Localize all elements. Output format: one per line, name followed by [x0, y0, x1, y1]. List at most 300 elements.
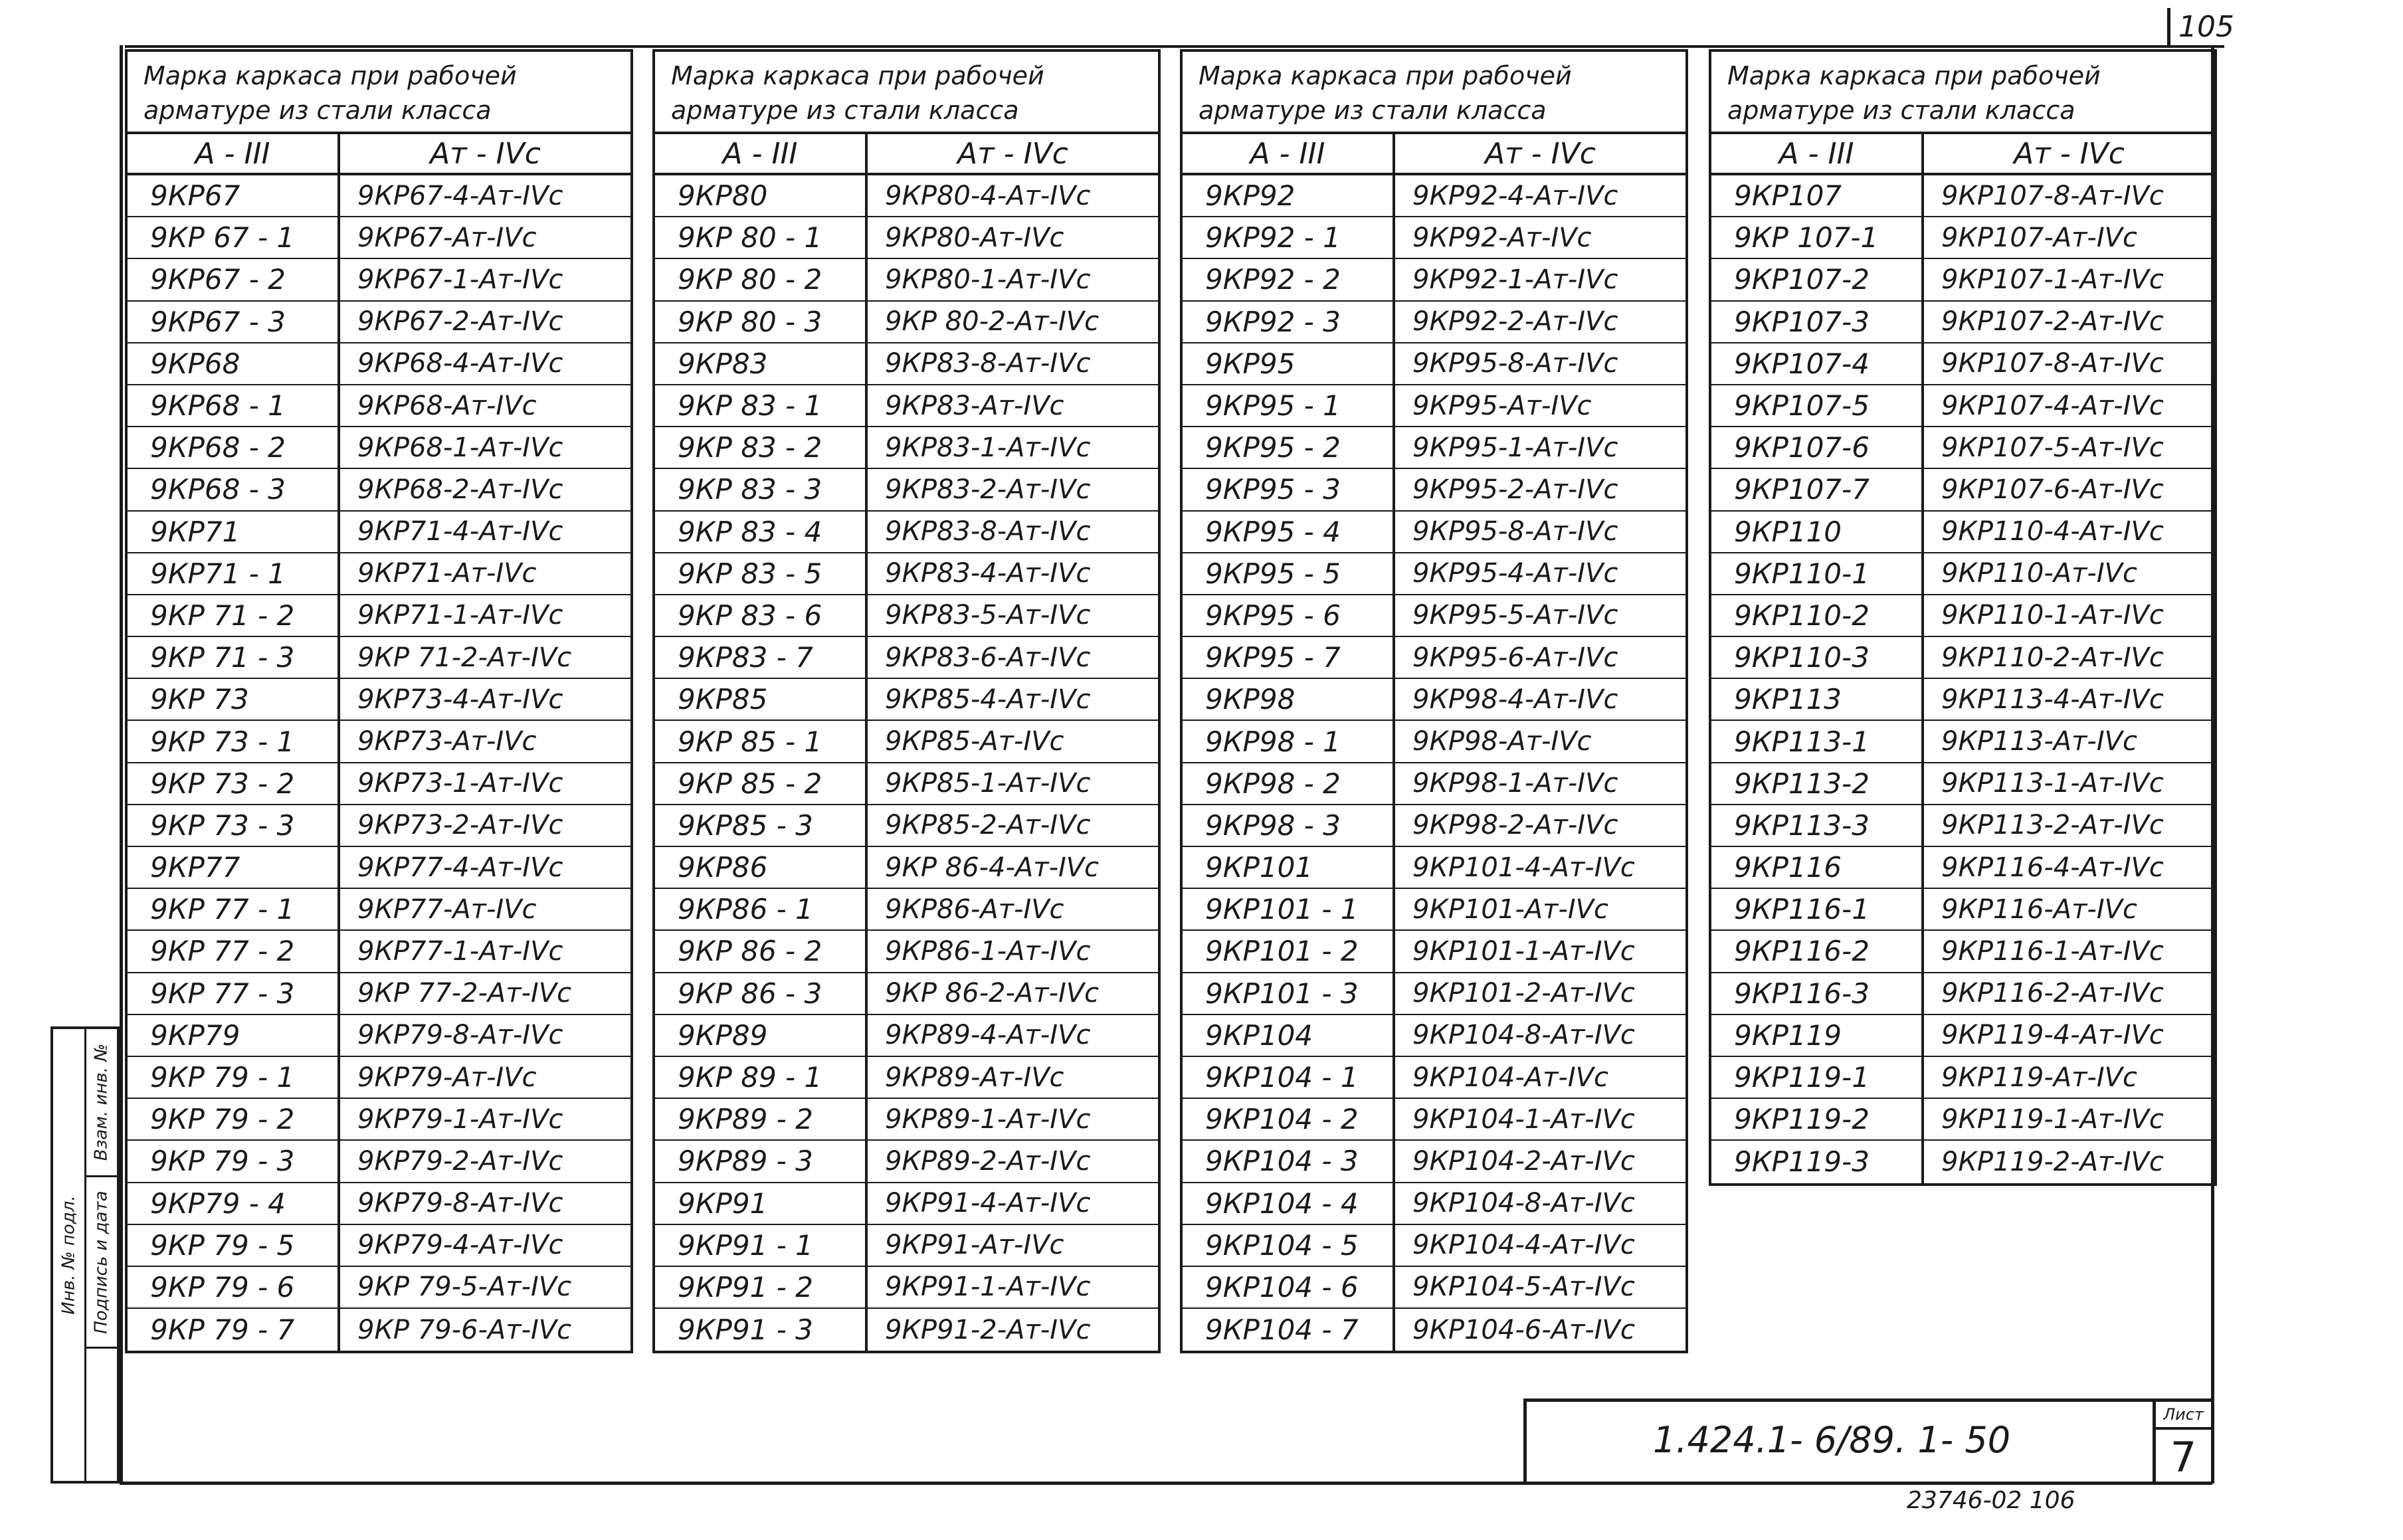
- cell-mark-at4c: 9КР80-1-Ат-IVc: [885, 264, 1091, 295]
- cell-mark-a3: 9КР98 - 1: [1183, 721, 1395, 761]
- cell-mark-a3: 9КР 83 - 6: [655, 595, 868, 636]
- cell-mark-at4c: 9КР 71-2-Ат-IVc: [357, 642, 572, 673]
- cell-mark-a3: 9КР91: [655, 1183, 868, 1224]
- cell-mark-at4c: 9КР86-1-Ат-IVc: [885, 935, 1091, 967]
- sheet-label: Лист: [2156, 1402, 2211, 1430]
- cell-mark-at4c: 9КР116-1-Ат-IVc: [1941, 935, 2164, 967]
- cell-mark-a3: 9КР86: [655, 847, 868, 888]
- cell-mark-at4c: 9КР86-Ат-IVc: [885, 894, 1064, 925]
- cell-mark-a3: 9КР92 - 2: [1183, 259, 1395, 300]
- cell-mark-at4c: 9КР104-6-Ат-IVc: [1412, 1314, 1635, 1345]
- cell-mark-a3: 9КР80: [655, 175, 868, 216]
- cell-mark-at4c: 9КР91-4-Ат-IVc: [885, 1188, 1091, 1219]
- table-row: [655, 512, 1158, 553]
- table-row: [655, 1183, 1158, 1225]
- cell-mark-at4c: 9КР91-Ат-IVc: [885, 1230, 1064, 1261]
- table-row: [1183, 259, 1685, 301]
- table-row: [128, 427, 630, 469]
- cell-mark-at4c: 9КР116-4-Ат-IVc: [1941, 852, 2164, 883]
- cell-mark-a3: 9КР 83 - 1: [655, 385, 868, 426]
- cell-mark-at4c: 9КР77-1-Ат-IVc: [357, 935, 563, 967]
- cell-mark-at4c: 9КР89-2-Ат-IVc: [885, 1145, 1091, 1177]
- cell-mark-a3: 9КР119-3: [1711, 1141, 1924, 1183]
- table-row: [1711, 175, 2214, 217]
- table-row: [1183, 385, 1685, 427]
- cell-mark-at4c: 9КР73-4-Ат-IVc: [357, 684, 563, 715]
- table-row: [128, 1267, 630, 1309]
- table-row: [1711, 637, 2214, 679]
- cell-mark-at4c: 9КР89-Ат-IVc: [885, 1062, 1064, 1093]
- column-header-at4c: Ат - IVc: [957, 136, 1068, 171]
- sidebar-cell-replace: [86, 1029, 118, 1175]
- table-row: [655, 469, 1158, 511]
- cell-mark-at4c: 9КР110-Ат-IVc: [1941, 558, 2137, 589]
- cell-mark-at4c: 9КР85-2-Ат-IVc: [885, 810, 1091, 841]
- table-row: [128, 302, 630, 343]
- cell-mark-a3: 9КР107-2: [1711, 259, 1924, 300]
- cell-mark-a3: 9КР 79 - 3: [128, 1141, 340, 1181]
- cell-mark-at4c: 9КР104-1-Ат-IVc: [1412, 1104, 1635, 1135]
- table-header: Марка каркаса при рабочей арматуре из стали класса: [1183, 52, 1685, 134]
- cell-mark-at4c: 9КР116-Ат-IVc: [1941, 894, 2137, 925]
- cell-mark-a3: 9КР67: [128, 175, 340, 216]
- table-row: [655, 427, 1158, 469]
- cell-mark-at4c: 9КР92-2-Ат-IVc: [1412, 306, 1618, 337]
- table-row: [1183, 512, 1685, 553]
- table-row: [128, 469, 630, 511]
- table-row: [655, 721, 1158, 763]
- table-block: [1180, 49, 1688, 1353]
- table-row: [1183, 889, 1685, 931]
- cell-mark-a3: 9КР98 - 2: [1183, 763, 1395, 804]
- cell-mark-at4c: 9КР80-4-Ат-IVc: [885, 180, 1091, 211]
- sidebar-column: [86, 1029, 118, 1481]
- table-row: [655, 553, 1158, 595]
- cell-mark-a3: 9КР91 - 3: [655, 1309, 868, 1351]
- cell-mark-a3: 9КР86 - 1: [655, 889, 868, 929]
- sidebar-cell-blank: [86, 1347, 118, 1486]
- cell-mark-at4c: 9КР95-5-Ат-IVc: [1412, 600, 1618, 631]
- column-headers: [1183, 134, 1685, 175]
- cell-mark-a3: 9КР95 - 1: [1183, 385, 1395, 426]
- table-row: [1711, 847, 2214, 889]
- cell-mark-a3: 9КР83: [655, 343, 868, 384]
- table-row: [128, 679, 630, 721]
- cell-mark-at4c: 9КР83-5-Ат-IVc: [885, 600, 1091, 631]
- cell-mark-at4c: 9КР95-2-Ат-IVc: [1412, 474, 1618, 505]
- table-row: [1183, 1267, 1685, 1309]
- cell-mark-a3: 9КР 83 - 3: [655, 469, 868, 510]
- cell-mark-at4c: 9КР71-Ат-IVc: [357, 558, 537, 589]
- table-row: [128, 763, 630, 805]
- cell-mark-at4c: 9КР92-Ат-IVc: [1412, 222, 1592, 253]
- cell-mark-at4c: 9КР104-8-Ат-IVc: [1412, 1188, 1635, 1219]
- cell-mark-at4c: 9КР107-8-Ат-IVc: [1941, 348, 2164, 379]
- cell-mark-at4c: 9КР104-Ат-IVc: [1412, 1062, 1608, 1093]
- table-row: [1711, 931, 2214, 973]
- cell-mark-a3: 9КР95 - 6: [1183, 595, 1395, 636]
- table-row: [1711, 805, 2214, 847]
- cell-mark-a3: 9КР113-1: [1711, 721, 1924, 761]
- cell-mark-a3: 9КР116-1: [1711, 889, 1924, 929]
- table-row: [1711, 763, 2214, 805]
- table-row: [655, 637, 1158, 679]
- cell-mark-a3: 9КР91 - 1: [655, 1225, 868, 1266]
- table-row: [1711, 427, 2214, 469]
- cell-mark-at4c: 9КР85-4-Ат-IVc: [885, 684, 1091, 715]
- cell-mark-a3: 9КР68 - 2: [128, 427, 340, 468]
- cell-mark-at4c: 9КР113-4-Ат-IVc: [1941, 684, 2164, 715]
- cell-mark-a3: 9КР104 - 1: [1183, 1057, 1395, 1098]
- cell-mark-a3: 9КР 77 - 1: [128, 889, 340, 929]
- cell-mark-at4c: 9КР71-1-Ат-IVc: [357, 600, 563, 631]
- table-row: [1183, 343, 1685, 385]
- cell-mark-a3: 9КР95: [1183, 343, 1395, 384]
- sidebar-label: Взам. инв. №: [91, 1043, 112, 1161]
- cell-mark-a3: 9КР79 - 4: [128, 1183, 340, 1224]
- cell-mark-a3: 9КР104: [1183, 1015, 1395, 1056]
- table-row: [1183, 805, 1685, 847]
- cell-mark-a3: 9КР 79 - 1: [128, 1057, 340, 1098]
- cell-mark-at4c: 9КР98-Ат-IVc: [1412, 726, 1592, 757]
- cell-mark-a3: 9КР 86 - 3: [655, 973, 868, 1014]
- table-row: [128, 889, 630, 931]
- cell-mark-at4c: 9КР98-4-Ат-IVc: [1412, 684, 1618, 715]
- table-row: [128, 259, 630, 301]
- table-row: [1183, 427, 1685, 469]
- cell-mark-at4c: 9КР98-2-Ат-IVc: [1412, 810, 1618, 841]
- cell-mark-a3: 9КР68: [128, 343, 340, 384]
- table-row: [1183, 847, 1685, 889]
- cell-mark-a3: 9КР89: [655, 1015, 868, 1056]
- cell-mark-at4c: 9КР110-1-Ат-IVc: [1941, 600, 2164, 631]
- cell-mark-a3: 9КР119: [1711, 1015, 1924, 1056]
- table-row: [655, 595, 1158, 637]
- table-row: [1183, 595, 1685, 637]
- table-row: [1711, 1057, 2214, 1099]
- table-row: [655, 763, 1158, 805]
- cell-mark-at4c: 9КР79-4-Ат-IVc: [357, 1230, 563, 1261]
- cell-mark-at4c: 9КР83-8-Ат-IVc: [885, 516, 1091, 547]
- cell-mark-a3: 9КР 89 - 1: [655, 1057, 868, 1098]
- table-row: [1183, 973, 1685, 1015]
- cell-mark-a3: 9КР 73 - 3: [128, 805, 340, 846]
- table-row: [655, 1015, 1158, 1057]
- table-row: [655, 259, 1158, 301]
- frame-top-line: [125, 45, 2224, 48]
- cell-mark-a3: 9КР107-4: [1711, 343, 1924, 384]
- cell-mark-at4c: 9КР101-1-Ат-IVc: [1412, 935, 1635, 967]
- title-stamp: [1523, 1398, 2211, 1482]
- cell-mark-a3: 9КР104 - 3: [1183, 1141, 1395, 1181]
- cell-mark-a3: 9КР110: [1711, 512, 1924, 552]
- cell-mark-at4c: 9КР79-8-Ат-IVc: [357, 1020, 563, 1051]
- document-code: 1.424.1- 6/89. 1- 50: [1653, 1419, 2011, 1461]
- cell-mark-at4c: 9КР85-1-Ат-IVc: [885, 768, 1091, 799]
- table-row: [655, 343, 1158, 385]
- table-row: [1183, 1309, 1685, 1351]
- cell-mark-a3: 9КР 80 - 2: [655, 259, 868, 300]
- cell-mark-a3: 9КР67 - 3: [128, 302, 340, 342]
- table-row: [655, 217, 1158, 259]
- cell-mark-a3: 9КР 83 - 5: [655, 553, 868, 594]
- table-row: [128, 385, 630, 427]
- table-row: [1711, 385, 2214, 427]
- cell-mark-at4c: 9КР95-4-Ат-IVc: [1412, 558, 1618, 589]
- cell-mark-at4c: 9КР83-Ат-IVc: [885, 390, 1064, 421]
- cell-mark-at4c: 9КР85-Ат-IVc: [885, 726, 1064, 757]
- table-row: [1183, 931, 1685, 973]
- cell-mark-a3: 9КР104 - 6: [1183, 1267, 1395, 1307]
- table-row: [128, 721, 630, 763]
- table-row: [1183, 1141, 1685, 1183]
- cell-mark-a3: 9КР116-2: [1711, 931, 1924, 971]
- table-row: [128, 1141, 630, 1183]
- cell-mark-at4c: 9КР73-2-Ат-IVc: [357, 810, 563, 841]
- cell-mark-a3: 9КР 80 - 1: [655, 217, 868, 258]
- sheet-number: 105: [2167, 8, 2234, 47]
- cell-mark-at4c: 9КР73-1-Ат-IVc: [357, 768, 563, 799]
- cell-mark-a3: 9КР101: [1183, 847, 1395, 888]
- sidebar-column: [53, 1029, 86, 1481]
- cell-mark-at4c: 9КР 79-6-Ат-IVc: [357, 1314, 572, 1345]
- cell-mark-at4c: 9КР67-Ат-IVc: [357, 222, 537, 253]
- cell-mark-a3: 9КР95 - 2: [1183, 427, 1395, 468]
- cell-mark-a3: 9КР95 - 4: [1183, 512, 1395, 552]
- cell-mark-at4c: 9КР104-4-Ат-IVc: [1412, 1230, 1635, 1261]
- cell-mark-at4c: 9КР95-1-Ат-IVc: [1412, 432, 1618, 463]
- cell-mark-at4c: 9КР95-8-Ат-IVc: [1412, 516, 1618, 547]
- cell-mark-a3: 9КР107-3: [1711, 302, 1924, 342]
- cell-mark-a3: 9КР101 - 1: [1183, 889, 1395, 929]
- table-row: [655, 1309, 1158, 1351]
- cell-mark-at4c: 9КР107-Ат-IVc: [1941, 222, 2137, 253]
- sidebar-stamp: [50, 1026, 120, 1484]
- table-row: [655, 1267, 1158, 1309]
- table-row: [128, 217, 630, 259]
- table-row: [1711, 302, 2214, 343]
- table-row: [1711, 1141, 2214, 1183]
- column-header-a3: А - III: [655, 134, 868, 173]
- table-row: [655, 1141, 1158, 1183]
- table-row: [655, 1057, 1158, 1099]
- table-row: [1711, 889, 2214, 931]
- cell-mark-at4c: 9КР107-5-Ат-IVc: [1941, 432, 2164, 463]
- cell-mark-a3: 9КР 79 - 6: [128, 1267, 340, 1307]
- sheet-box: [2153, 1402, 2211, 1482]
- cell-mark-at4c: 9КР79-2-Ат-IVc: [357, 1145, 563, 1177]
- column-header-a3: А - III: [1711, 134, 1924, 173]
- cell-mark-at4c: 9КР110-4-Ат-IVc: [1941, 516, 2164, 547]
- table-row: [128, 973, 630, 1015]
- cell-mark-at4c: 9КР119-1-Ат-IVc: [1941, 1104, 2164, 1135]
- cell-mark-at4c: 9КР113-2-Ат-IVc: [1941, 810, 2164, 841]
- cell-mark-a3: 9КР83 - 7: [655, 637, 868, 678]
- cell-mark-a3: 9КР68 - 3: [128, 469, 340, 510]
- table-row: [1183, 217, 1685, 259]
- sidebar-label: Подпись и дата: [91, 1190, 112, 1334]
- table-row: [655, 1099, 1158, 1141]
- sidebar-cell-inv-no: [53, 1029, 84, 1481]
- cell-mark-at4c: 9КР119-4-Ат-IVc: [1941, 1020, 2164, 1051]
- cell-mark-at4c: 9КР89-1-Ат-IVc: [885, 1104, 1091, 1135]
- cell-mark-a3: 9КР110-3: [1711, 637, 1924, 678]
- column-header-at4c: Ат - IVc: [1485, 136, 1596, 171]
- cell-mark-a3: 9КР 77 - 3: [128, 973, 340, 1014]
- column-headers: [1711, 134, 2214, 175]
- cell-mark-a3: 9КР 79 - 7: [128, 1309, 340, 1351]
- table-row: [128, 1183, 630, 1225]
- cell-mark-at4c: 9КР73-Ат-IVc: [357, 726, 537, 757]
- cell-mark-at4c: 9КР 80-2-Ат-IVc: [885, 306, 1100, 337]
- cell-mark-at4c: 9КР104-5-Ат-IVc: [1412, 1272, 1635, 1303]
- sheet-value: 7: [2170, 1432, 2197, 1482]
- cell-mark-at4c: 9КР91-2-Ат-IVc: [885, 1314, 1091, 1345]
- table-row: [128, 595, 630, 637]
- table-row: [1711, 217, 2214, 259]
- cell-mark-at4c: 9КР79-Ат-IVc: [357, 1062, 537, 1093]
- cell-mark-a3: 9КР107-6: [1711, 427, 1924, 468]
- cell-mark-at4c: 9КР107-8-Ат-IVc: [1941, 180, 2164, 211]
- cell-mark-a3: 9КР68 - 1: [128, 385, 340, 426]
- table-row: [1711, 721, 2214, 763]
- table-row: [1711, 259, 2214, 301]
- table-row: [1183, 175, 1685, 217]
- cell-mark-a3: 9КР85 - 3: [655, 805, 868, 846]
- cell-mark-at4c: 9КР68-2-Ат-IVc: [357, 474, 563, 505]
- table-row: [655, 1225, 1158, 1267]
- cell-mark-at4c: 9КР68-4-Ат-IVc: [357, 348, 563, 379]
- cell-mark-a3: 9КР92 - 1: [1183, 217, 1395, 258]
- cell-mark-a3: 9КР110-2: [1711, 595, 1924, 636]
- table-row: [655, 679, 1158, 721]
- cell-mark-a3: 9КР79: [128, 1015, 340, 1056]
- cell-mark-a3: 9КР 71 - 3: [128, 637, 340, 678]
- cell-mark-a3: 9КР104 - 5: [1183, 1225, 1395, 1266]
- column-header-at4c: Ат - IVc: [430, 136, 541, 171]
- column-header-at4c: Ат - IVc: [2014, 136, 2125, 171]
- cell-mark-a3: 9КР 77 - 2: [128, 931, 340, 971]
- cell-mark-at4c: 9КР110-2-Ат-IVc: [1941, 642, 2164, 673]
- cell-mark-a3: 9КР113-2: [1711, 763, 1924, 804]
- cell-mark-a3: 9КР107: [1711, 175, 1924, 216]
- cell-mark-a3: 9КР 107-1: [1711, 217, 1924, 258]
- cell-mark-at4c: 9КР 77-2-Ат-IVc: [357, 978, 572, 1009]
- table-row: [1183, 553, 1685, 595]
- cell-mark-at4c: 9КР95-6-Ат-IVc: [1412, 642, 1618, 673]
- cell-mark-at4c: 9КР83-1-Ат-IVc: [885, 432, 1091, 463]
- cell-mark-a3: 9КР71: [128, 512, 340, 552]
- table-row: [128, 175, 630, 217]
- cell-mark-at4c: 9КР101-4-Ат-IVc: [1412, 852, 1635, 883]
- cell-mark-a3: 9КР67 - 2: [128, 259, 340, 300]
- cell-mark-at4c: 9КР79-8-Ат-IVc: [357, 1188, 563, 1219]
- cell-mark-at4c: 9КР89-4-Ат-IVc: [885, 1020, 1091, 1051]
- cell-mark-a3: 9КР116-3: [1711, 973, 1924, 1014]
- table-row: [655, 805, 1158, 847]
- cell-mark-a3: 9КР85: [655, 679, 868, 720]
- table-row: [1711, 679, 2214, 721]
- cell-mark-at4c: 9КР68-1-Ат-IVc: [357, 432, 563, 463]
- cell-mark-a3: 9КР 83 - 4: [655, 512, 868, 552]
- cell-mark-a3: 9КР113-3: [1711, 805, 1924, 846]
- sidebar-cell-signature: [86, 1175, 118, 1347]
- table-row: [655, 847, 1158, 889]
- table-row: [655, 175, 1158, 217]
- cell-mark-at4c: 9КР119-Ат-IVc: [1941, 1062, 2137, 1093]
- cell-mark-at4c: 9КР77-Ат-IVc: [357, 894, 537, 925]
- cell-mark-a3: 9КР119-2: [1711, 1099, 1924, 1139]
- cell-mark-at4c: 9КР101-2-Ат-IVc: [1412, 978, 1635, 1009]
- table-row: [655, 385, 1158, 427]
- table-row: [128, 847, 630, 889]
- table-row: [1183, 469, 1685, 511]
- cell-mark-at4c: 9КР83-6-Ат-IVc: [885, 642, 1091, 673]
- cell-mark-a3: 9КР107-5: [1711, 385, 1924, 426]
- cell-mark-at4c: 9КР71-4-Ат-IVc: [357, 516, 563, 547]
- cell-mark-a3: 9КР92 - 3: [1183, 302, 1395, 342]
- cell-mark-at4c: 9КР107-2-Ат-IVc: [1941, 306, 2164, 337]
- cell-mark-a3: 9КР119-1: [1711, 1057, 1924, 1098]
- footer-code: 23746-02 106: [1907, 1487, 2075, 1514]
- cell-mark-a3: 9КР92: [1183, 175, 1395, 216]
- cell-mark-a3: 9КР98 - 3: [1183, 805, 1395, 846]
- cell-mark-a3: 9КР116: [1711, 847, 1924, 888]
- sidebar-label: Инв. № подл.: [58, 1195, 79, 1315]
- cell-mark-a3: 9КР91 - 2: [655, 1267, 868, 1307]
- table-row: [1711, 973, 2214, 1015]
- cell-mark-at4c: 9КР119-2-Ат-IVc: [1941, 1146, 2164, 1177]
- cell-mark-at4c: 9КР107-4-Ат-IVc: [1941, 390, 2164, 421]
- cell-mark-a3: 9КР107-7: [1711, 469, 1924, 510]
- table-row: [128, 553, 630, 595]
- cell-mark-a3: 9КР71 - 1: [128, 553, 340, 594]
- table-row: [1711, 512, 2214, 553]
- cell-mark-a3: 9КР104 - 7: [1183, 1309, 1395, 1351]
- cell-mark-at4c: 9КР91-1-Ат-IVc: [885, 1272, 1091, 1303]
- cell-mark-at4c: 9КР104-2-Ат-IVc: [1412, 1145, 1635, 1177]
- cell-mark-a3: 9КР 73 - 2: [128, 763, 340, 804]
- cell-mark-a3: 9КР 83 - 2: [655, 427, 868, 468]
- table-row: [128, 1015, 630, 1057]
- table-row: [1183, 1015, 1685, 1057]
- cell-mark-a3: 9КР101 - 2: [1183, 931, 1395, 971]
- cell-mark-at4c: 9КР80-Ат-IVc: [885, 222, 1064, 253]
- table-header: Марка каркаса при рабочей арматуре из стали класса: [128, 52, 630, 134]
- column-header-a3: А - III: [128, 134, 340, 173]
- table-row: [128, 931, 630, 973]
- cell-mark-at4c: 9КР104-8-Ат-IVc: [1412, 1020, 1635, 1051]
- cell-mark-at4c: 9КР77-4-Ат-IVc: [357, 852, 563, 883]
- column-headers: [655, 134, 1158, 175]
- table-header: Марка каркаса при рабочей арматуре из стали класса: [655, 52, 1158, 134]
- table-row: [1711, 595, 2214, 637]
- cell-mark-a3: 9КР113: [1711, 679, 1924, 720]
- table-row: [1183, 1057, 1685, 1099]
- cell-mark-at4c: 9КР95-8-Ат-IVc: [1412, 348, 1618, 379]
- cell-mark-at4c: 9КР92-4-Ат-IVc: [1412, 180, 1618, 211]
- cell-mark-a3: 9КР101 - 3: [1183, 973, 1395, 1014]
- table-header: Марка каркаса при рабочей арматуре из стали класса: [1711, 52, 2214, 134]
- cell-mark-at4c: 9КР83-2-Ат-IVc: [885, 474, 1091, 505]
- cell-mark-a3: 9КР 73: [128, 679, 340, 720]
- cell-mark-at4c: 9КР113-Ат-IVc: [1941, 726, 2137, 757]
- cell-mark-a3: 9КР 86 - 2: [655, 931, 868, 971]
- cell-mark-a3: 9КР95 - 3: [1183, 469, 1395, 510]
- table-row: [128, 1099, 630, 1141]
- table-row: [1183, 637, 1685, 679]
- column-header-a3: А - III: [1183, 134, 1395, 173]
